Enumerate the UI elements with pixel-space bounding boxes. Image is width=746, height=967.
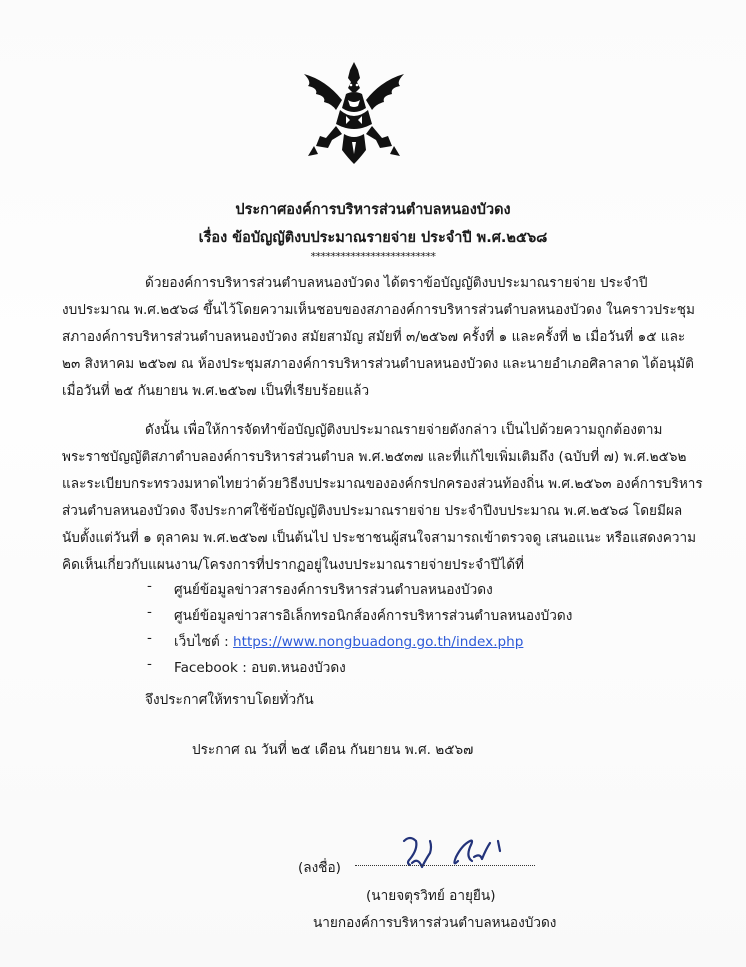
website-label: เว็บไซต์ : <box>174 634 234 650</box>
announcement-title: ประกาศองค์การบริหารส่วนตำบลหนองบัวดง <box>235 202 511 218</box>
para1-line-3: สภาองค์การบริหารส่วนตำบลหนองบัวดง สมัยสามัญ สมัยที่ ๓/๒๕๖๗ ครั้งที่ ๑ และครั้งที่ ๒ เมื่อวันที่ ๑๕ และ <box>62 329 686 345</box>
para1-line-4: ๒๓ สิงหาคม ๒๕๖๗ ณ ห้องประชุมสภาองค์การบริหารส่วนตำบลหนองบัวดง และนายอำเภอศิลาลาด ได้อนุมัติ <box>62 356 695 372</box>
bullet-dash: - <box>147 656 152 672</box>
bullet-dash: - <box>147 630 152 646</box>
signer-position: นายกองค์การบริหารส่วนตำบลหนองบัวดง <box>313 915 557 931</box>
para1-line-1: ด้วยองค์การบริหารส่วนตำบลหนองบัวดง ได้ตราข้อบัญญัติงบประมาณรายจ่าย ประจำปี <box>145 275 648 291</box>
closing-text: จึงประกาศให้ทราบโดยทั่วกัน <box>145 692 314 708</box>
bullet-dash: - <box>147 604 152 620</box>
para2-line-3: และระเบียบกระทรวงมหาดไทยว่าด้วยวิธีงบประมาณขององค์กรปกครองส่วนท้องถิ่น พ.ศ.๒๕๖๓ องค์การบริหาร <box>62 476 703 492</box>
handwritten-signature <box>396 827 556 875</box>
website-link[interactable]: https://www.nongbuadong.go.th/index.php <box>233 634 524 650</box>
bullet-dash: - <box>147 578 152 594</box>
para2-line-5: นับตั้งแต่วันที่ ๑ ตุลาคม พ.ศ.๒๕๖๗ เป็นต้นไป ประชาชนผู้สนใจสามารถเข้าตรวจดู เสนอแนะ หรือแสดงความ <box>62 530 697 546</box>
signature-dotted-line <box>355 865 535 866</box>
garuda-emblem-icon <box>296 60 412 168</box>
bullet-e-info-center: ศูนย์ข้อมูลข่าวสารอิเล็กทรอนิกส์องค์การบริหารส่วนตำบลหนองบัวดง <box>174 608 573 624</box>
sign-label: (ลงชื่อ) <box>298 860 341 876</box>
signer-name: (นายจตุรวิทย์ อายุยืน) <box>366 888 496 904</box>
para1-line-5: เมื่อวันที่ ๒๕ กันยายน พ.ศ.๒๕๖๗ เป็นที่เรียบร้อยแล้ว <box>62 383 370 399</box>
para2-line-4: ส่วนตำบลหนองบัวดง จึงประกาศใช้ข้อบัญญัติงบประมาณรายจ่าย ประจำปีงบประมาณ พ.ศ.๒๕๖๘ โดยมีผล <box>62 503 683 519</box>
para2-line-1: ดังนั้น เพื่อให้การจัดทำข้อบัญญัติงบประมาณรายจ่ายดังกล่าว เป็นไปด้วยความถูกต้องตาม <box>145 422 663 438</box>
bullet-website <box>174 630 523 652</box>
bullet-info-center: ศูนย์ข้อมูลข่าวสารองค์การบริหารส่วนตำบลหนองบัวดง <box>174 582 493 598</box>
announcement-subject: เรื่อง ข้อบัญญัติงบประมาณรายจ่าย ประจำปี พ.ศ.๒๕๖๘ <box>198 230 548 246</box>
para1-line-2: งบประมาณ พ.ศ.๒๕๖๘ ขึ้นไว้โดยความเห็นชอบของสภาองค์การบริหารส่วนตำบลหนองบัวดง ในคราวประชุม <box>62 302 695 318</box>
para2-line-6: คิดเห็นเกี่ยวกับแผนงาน/โครงการที่ปรากฏอยู่ในงบประมาณรายจ่ายประจำปีได้ที่ <box>62 557 525 573</box>
announcement-date: ประกาศ ณ วันที่ ๒๕ เดือน กันยายน พ.ศ. ๒๕๖๗ <box>192 742 474 758</box>
title-separator: ************************* <box>310 250 436 263</box>
para2-line-2: พระราชบัญญัติสภาตำบลองค์การบริหารส่วนตำบล พ.ศ.๒๕๓๗ และที่แก้ไขเพิ่มเติมถึง (ฉบับที่ ๗) พ.ศ.๒๕๖๒ <box>62 449 687 465</box>
bullet-facebook: Facebook : อบต.หนองบัวดง <box>174 660 346 676</box>
